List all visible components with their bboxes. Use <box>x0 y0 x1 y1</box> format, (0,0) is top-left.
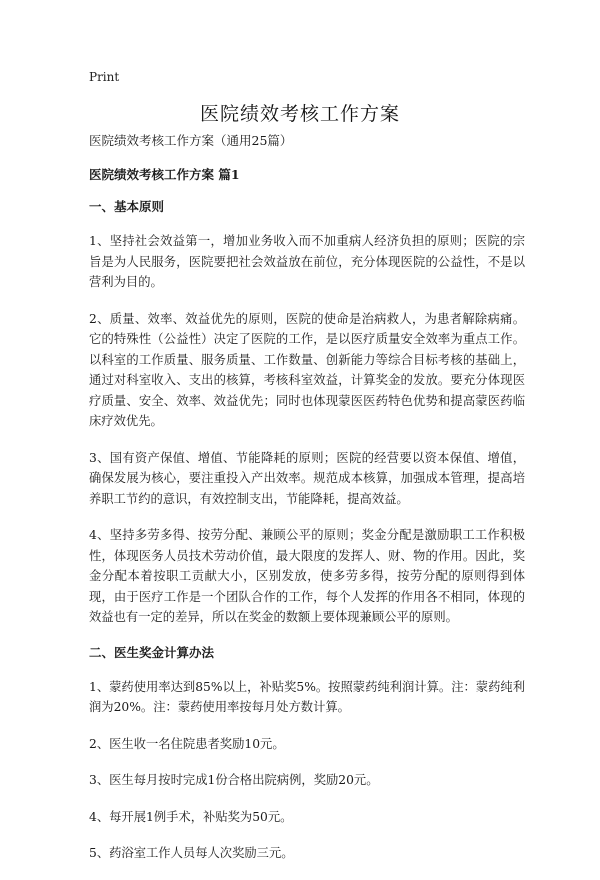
document-subtitle: 医院绩效考核工作方案（通用25篇） <box>89 133 293 148</box>
print-link[interactable]: Print <box>89 70 120 84</box>
chapter-heading: 医院绩效考核工作方案 篇1 <box>89 167 240 182</box>
paragraph-bonus-1: 1、蒙药使用率达到85%以上，补贴奖5%。按照蒙药纯利润计算。注：蒙药纯利润为20%。注：蒙药使用率按每月处方数计算。 <box>89 679 525 714</box>
section-heading-doctor-bonus: 二、医生奖金计算办法 <box>89 644 215 660</box>
section-heading-basic-principles: 一、基本原则 <box>89 199 165 214</box>
paragraph-principle-4: 4、坚持多劳多得、按劳分配、兼顾公平的原则；奖金分配是激励职工工作积极性，体现医务人员技术劳动价值，最大限度的发挥人、财、物的作用。因此，奖金分配本着按职工贡献大小，区别发放，使多劳多得，按劳分配的原则得到体现，由于医疗工作是一个团队合作的工作，每个人发挥的作用各不相同，体现的效益也有一定的差异，所以在奖金的数额上要体现兼顾公平的原则。 <box>89 528 525 624</box>
document-title: 医院绩效考核工作方案 <box>199 103 400 125</box>
paragraph-principle-1: 1、坚持社会效益第一，增加业务收入而不加重病人经济负担的原则；医院的宗旨是为人民服务，医院要把社会效益放在前位，充分体现医院的公益性，不是以营利为目的。 <box>89 234 525 289</box>
document-body <box>89 132 525 880</box>
paragraph-bonus-3: 3、医生每月按时完成1份合格出院病例，奖励20元。 <box>89 773 379 787</box>
paragraph-bonus-4: 4、每开展1例手术，补贴奖为50元。 <box>89 809 293 824</box>
paragraph-bonus-5: 5、药浴室工作人员每人次奖励三元。 <box>89 846 294 860</box>
paragraph-bonus-2: 2、医生收一名住院患者奖励10元。 <box>89 736 285 751</box>
paragraph-principle-2: 2、质量、效率、效益优先的原则，医院的使命是治病救人，为患者解除病痛。它的特殊性（公益性）决定了医院的工作，是以医疗质量安全效率为重点工作。以科室的工作质量、服务质量、工作数量、创新能力等综合目标考核的基础上，通过对科室收入、支出的核算，考核科室效益，计算奖金的发放。要充分体现医疗质量、安全、效率、效益优先；同时也体现蒙医医药特色优势和提高蒙医药临床疗效优先。 <box>89 311 525 428</box>
paragraph-principle-3: 3、国有资产保值、增值、节能降耗的原则；医院的经营要以资本保值、增值，确保发展为核心，要注重投入产出效率。规范成本核算，加强成本管理，提高培养职工节约的意识，有效控制支出，节能降耗，提高效益。 <box>89 450 525 506</box>
